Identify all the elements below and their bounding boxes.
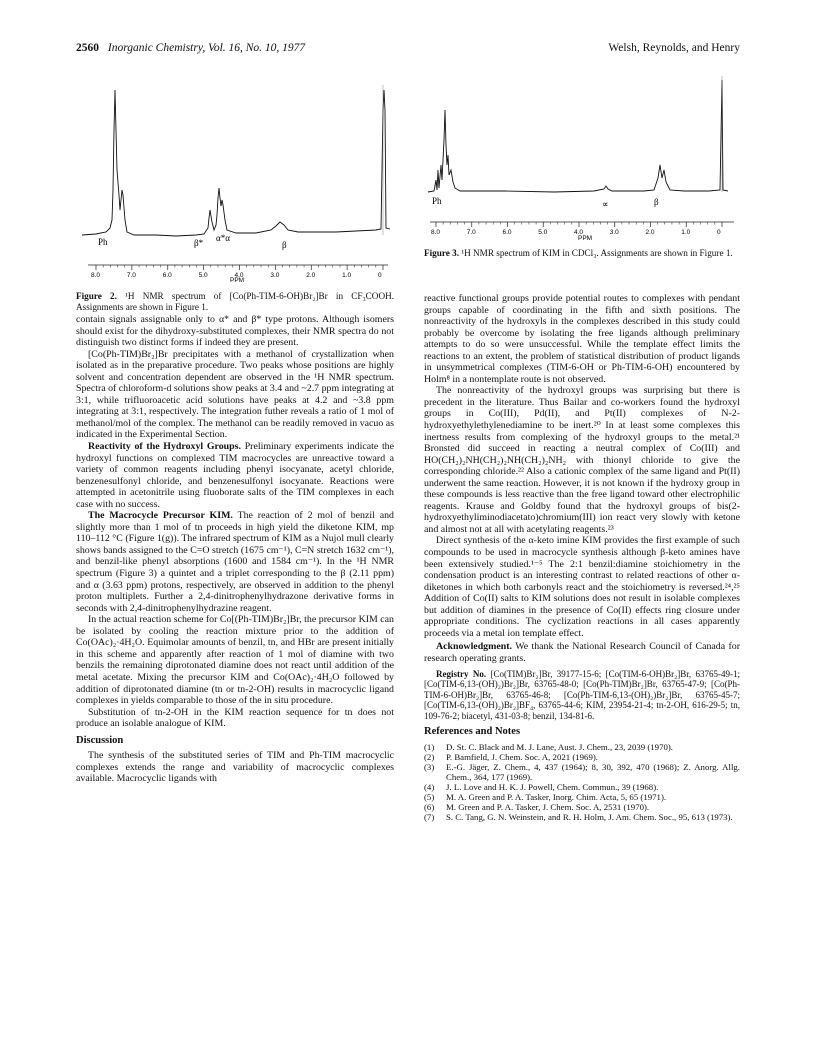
reference-text: D. St. C. Black and M. J. Lane, Aust. J. Chem., 23, 2039 (1970). bbox=[446, 742, 673, 753]
journal-citation: Inorganic Chemistry, Vol. 16, No. 10, 1977 bbox=[107, 42, 306, 54]
fig2-label-beta-star: β* bbox=[194, 238, 204, 248]
registry-heading: Registry No. bbox=[436, 668, 487, 679]
fig3-tick-label: 4.0 bbox=[574, 229, 584, 236]
left-column-text bbox=[76, 314, 394, 785]
figure-2 bbox=[76, 70, 394, 313]
fig3-tick-label: 6.0 bbox=[502, 229, 512, 236]
references-heading: References and Notes bbox=[424, 726, 521, 738]
reference-text: S. C. Tang, G. N. Weinstein, and R. H. Holm, J. Am. Chem. Soc., 95, 613 (1973). bbox=[446, 812, 733, 823]
discussion-heading: Discussion bbox=[76, 734, 124, 746]
figure-3 bbox=[424, 70, 740, 259]
fig3-tick-label: 8.0 bbox=[431, 229, 441, 236]
fig2-tick-label: 0 bbox=[378, 272, 382, 279]
heading-hydroxyl-reactivity: Reactivity of the Hydroxyl Groups. bbox=[88, 441, 241, 453]
heading-macrocycle-precursor: The Macrocycle Precursor KIM. bbox=[88, 510, 233, 522]
reference-number: (5) bbox=[424, 792, 435, 803]
left-paragraph-3-body: Preliminary experiments indicate the hydroxyl functions on complexed TIM macrocycles are unreactive toward a variety of common reagents including phenyl isocyanate, acetyl chloride, benzenesulfonyl chloride, and benzenesulfonyl isocyanate. Reactions were attempted in acetonitrile using fluoborate salts of the TIM complexes in each case with no success. bbox=[76, 441, 395, 510]
fig3-label-beta: β bbox=[654, 197, 659, 207]
fig2-tick-label: 7.0 bbox=[126, 272, 136, 279]
authors: Welsh, Reynolds, and Henry bbox=[608, 42, 740, 54]
fig3-tick-label: 1.0 bbox=[681, 229, 691, 236]
right-paragraph-3: Direct synthesis of the α-keto imine KIM provides the first example of such compounds to be used in macrocycle synthesis although β-keto amines have been extensively studied.¹⁻⁵ The 2:1 benzil:diamine stoichiometry in the condensation product is an interesting contrast to related reactions of other α-diketones in which both carbonyls react and the stoichiometry is reversed.²⁴,²⁵ Addition of Co(II) salts to KIM solutions does not result in isolable complexes but addition of diamines in the presence of Co(II) effects ring closure under appropriate conditions. The cyclization reactions in all cases apparently proceeds via a metal ion template effect. bbox=[424, 535, 740, 639]
fig2-tick-label: 8.0 bbox=[91, 272, 101, 279]
acknowledgment-body: We thank the National Research Council of Canada for research operating grants. bbox=[424, 641, 740, 664]
reference-number: (1) bbox=[424, 742, 435, 753]
page-number: 2560 bbox=[76, 42, 99, 54]
fig3-caption-text: ¹H NMR spectrum of KIM in CDCl₃. Assignments are shown in Figure 1. bbox=[461, 248, 733, 258]
fig2-caption-label: Figure 2. bbox=[76, 291, 117, 301]
fig3-label-alpha: ∝ bbox=[602, 199, 609, 209]
reference-number: (6) bbox=[424, 802, 435, 813]
fig3-tick-label: 5.0 bbox=[538, 229, 548, 236]
left-paragraph-3 bbox=[76, 441, 394, 510]
fig3-caption-label: Figure 3. bbox=[424, 248, 460, 258]
reference-item bbox=[424, 812, 740, 822]
left-paragraph-7: The synthesis of the substituted series of TIM and Ph-TIM macrocyclic complexes extends the range and variability of macrocyclic complexes available. Macrocyclic ligands with bbox=[76, 750, 394, 785]
fig3-tick-label: 0 bbox=[717, 229, 721, 236]
reference-item bbox=[424, 792, 740, 802]
fig2-label-alpha: α*α bbox=[216, 233, 230, 243]
fig3-trace bbox=[428, 80, 728, 192]
references-list bbox=[424, 742, 740, 822]
fig2-tick-label: 3.0 bbox=[270, 272, 280, 279]
right-paragraph-2: The nonreactivity of the hydroxyl groups was surprising but there is precedent in the literature. Thus Bailar and co-workers found the hydroxyl groups in Co(III), Pd(II), and Pt(II) complexes of N-2-hydroxyethylethylenediamine to be inert.²⁰ In at least some complexes this inertness results from complexing of the hydroxyl groups to the metal.²¹ Bronsted did succeed in reacting a neutral complex of Co(III) and HO(CH₂)₂NH(CH₂)₂NH(CH₂)₂NH₂ with thionyl chloride to give the corresponding chloride.²² Also a cationic complex of the same ligand and Pt(II) underwent the same reaction. However, it is not known if the hydroxy group in these compounds is less reactive than the free ligand toward other electrophilic reagents. Krause and Goldby found that the hydroxyl groups of bis(2-hydroxyethyliminodiacetato)chromium(III) ion react very slowly with ketone and almost not at all with acetylating reagents.²³ bbox=[424, 385, 740, 535]
reference-text: M. Green and P. A. Tasker, J. Chem. Soc. A, 2531 (1970). bbox=[446, 802, 650, 813]
right-paragraph-1: reactive functional groups provide potential routes to complexes with pendant groups capable of coordinating in the fifth and sixth positions. The nonreactivity of the hydroxyls in the complexes described in this study could probably be overcome by isolating the free ligands although preliminary attempts to do so were unsuccessful. While the template effect limits the reactions to an extent, the problem of statistical distribution of product ligands in unsymmetrical complexes (TIM-6-OH or Ph-TIM-6-OH) encountered by Holm⁸ in a nontemplate route is not observed. bbox=[424, 293, 740, 385]
reference-item bbox=[424, 802, 740, 812]
fig3-unit: PPM bbox=[578, 235, 593, 242]
registry-body: [Co(TIM)Br₂]Br, 39177-15-6; [Co(TIM-6-OH)Br₂]Br, 63765-49-1; [Co(TIM-6,13-(OH)₂)Br₂]Br, 63765-48-0; [Co(Ph-TIM)Br₂]Br, 63765-47-9; [Co(Ph-TIM-6-OH)Br₂]Br, 63765-46-8; [Co(Ph-TIM-6,13-(OH)₂)Br₂]Br, 63765-45-7; [Co(TIM-6,13-(OH)₂)Br₂]BF₄, 63765-44-6; KIM, 23954-21-4; tn-2-OH, 616-29-5; tn, 109-76-2; biacetyl, 431-03-8; benzil, 134-81-6. bbox=[424, 668, 740, 721]
fig2-tick-label: 1.0 bbox=[342, 272, 352, 279]
reference-number: (3) bbox=[424, 762, 435, 773]
reference-text: M. A. Green and P. A. Tasker, Inorg. Chim. Acta, 5, 65 (1971). bbox=[446, 792, 667, 803]
left-paragraph-4 bbox=[76, 510, 394, 614]
acknowledgment-heading: Acknowledgment. bbox=[436, 641, 512, 653]
reference-number: (4) bbox=[424, 782, 435, 793]
left-paragraph-2: [Co(Ph-TIM)Br₂]Br precipitates with a methanol of crystallization when isolated as in the preparative procedure. Two peaks whose positions are highly solvent and concentration dependent are observed in the ¹H NMR spectrum. Spectra of chloroform-d solutions show peaks at 3.4 and ~2.7 ppm integrating at 3:1, while trifluoroacetic acid solutions have peaks at 4.2 and ~3.8 ppm integrating at 3:1, respectively. The integration futher reveals a ratio of 1 mol of methanol/mol of the complex. The methanol can be readily removed in vacuo as indicated in the Experimental Section. bbox=[76, 348, 394, 441]
reference-item bbox=[424, 762, 740, 782]
fig2-unit: PPM bbox=[230, 277, 245, 284]
reference-text: P. Bamfield, J. Chem. Soc. A, 2021 (1969). bbox=[446, 752, 598, 763]
left-paragraph-4-body: The reaction of 2 mol of benzil and slightly more than 1 mol of tn proceeds in high yield the diketone KIM, mp 110–112 °C (Figure 1(g)). The infrared spectrum of KIM as a Nujol mull clearly shows bands assigned to the C=O stretch (1675 cm⁻¹), C=N stretch 1632 cm⁻¹), and benzil-like phenyl absorptions (1600 and 1584 cm⁻¹). In the ¹H NMR spectrum (Figure 3) a quintet and a triplet corresponding to the β (2.11 ppm) and α (3.63 ppm) protons, respectively, are observed in addition to the phenyl proton multiplets. Further a 2,4-dinitrophenylhydrazone derivative forms in seconds with 2,4-dinitrophenylhydrazine reagent. bbox=[76, 510, 394, 614]
fig3-label-ph: Ph bbox=[432, 196, 442, 206]
reference-item bbox=[424, 752, 740, 762]
running-header bbox=[76, 42, 740, 58]
left-paragraph-5: In the actual reaction scheme for Co[(Ph-TIM)Br₂]Br, the precursor KIM can be isolated by cooling the reaction mixture prior to the addition of Co(OAc)₂·4H₂O. Equimolar amounts of benzil, tn, and HBr are present initially in this scheme and apparently after reaction of 1 mol of diamine with two benzils the remaining diprotonated diamine does not react until addition of the metal acetate. Mixing the precursor KIM and Co(OAc)₂·4H₂O followed by addition of diprotonated diamine (tn or tn-2-OH) results in macrocyclic ligand complexes in yields comparable to those of the in situ procedure. bbox=[76, 614, 394, 707]
left-paragraph-6: Substitution of tn-2-OH in the KIM reaction sequence for tn does not produce an isolable analogue of KIM. bbox=[76, 706, 394, 730]
reference-number: (7) bbox=[424, 812, 435, 823]
fig2-trace bbox=[82, 90, 390, 236]
fig2-tick-label: 4.0 bbox=[234, 272, 244, 279]
reference-text: E.-G. Jäger, Z. Chem., 4, 437 (1964); 8, 30, 392, 470 (1968); Z. Anorg. Allg. Chem., 364, 177 (1969). bbox=[446, 762, 740, 783]
figure-3-caption bbox=[424, 248, 740, 259]
fig2-tick-label: 6.0 bbox=[162, 272, 172, 279]
fig2-label-ph: Ph bbox=[98, 237, 108, 247]
reference-number: (2) bbox=[424, 752, 435, 763]
fig3-tick-label: 3.0 bbox=[609, 229, 619, 236]
fig2-tick-label: 5.0 bbox=[198, 272, 208, 279]
fig3-tick-label: 2.0 bbox=[645, 229, 655, 236]
figure-2-caption bbox=[76, 291, 394, 313]
reference-item bbox=[424, 742, 740, 752]
right-column-text bbox=[424, 293, 740, 822]
registry-numbers bbox=[424, 669, 740, 722]
fig2-label-beta: β bbox=[282, 240, 287, 250]
reference-item bbox=[424, 782, 740, 792]
acknowledgment bbox=[424, 641, 740, 664]
figure-3-spectrum bbox=[424, 70, 740, 242]
fig2-caption-text: ¹H NMR spectrum of [Co(Ph-TIM-6-OH)Br₂]Br in CF₃COOH. Assignments are shown in Figure 1. bbox=[76, 291, 395, 312]
fig2-tick-label: 2.0 bbox=[306, 272, 316, 279]
figure-2-spectrum bbox=[76, 70, 394, 285]
left-paragraph-1: contain signals assignable only to α* and β* type protons. Although isomers should exist for the dihydroxy-substituted complexes, their NMR spectra do not distinguish two distinct forms if indeed they are present. bbox=[76, 314, 394, 349]
fig3-tick-label: 7.0 bbox=[466, 229, 476, 236]
reference-text: J. L. Love and H. K. J. Powell, Chem. Commun., 39 (1968). bbox=[446, 782, 659, 793]
